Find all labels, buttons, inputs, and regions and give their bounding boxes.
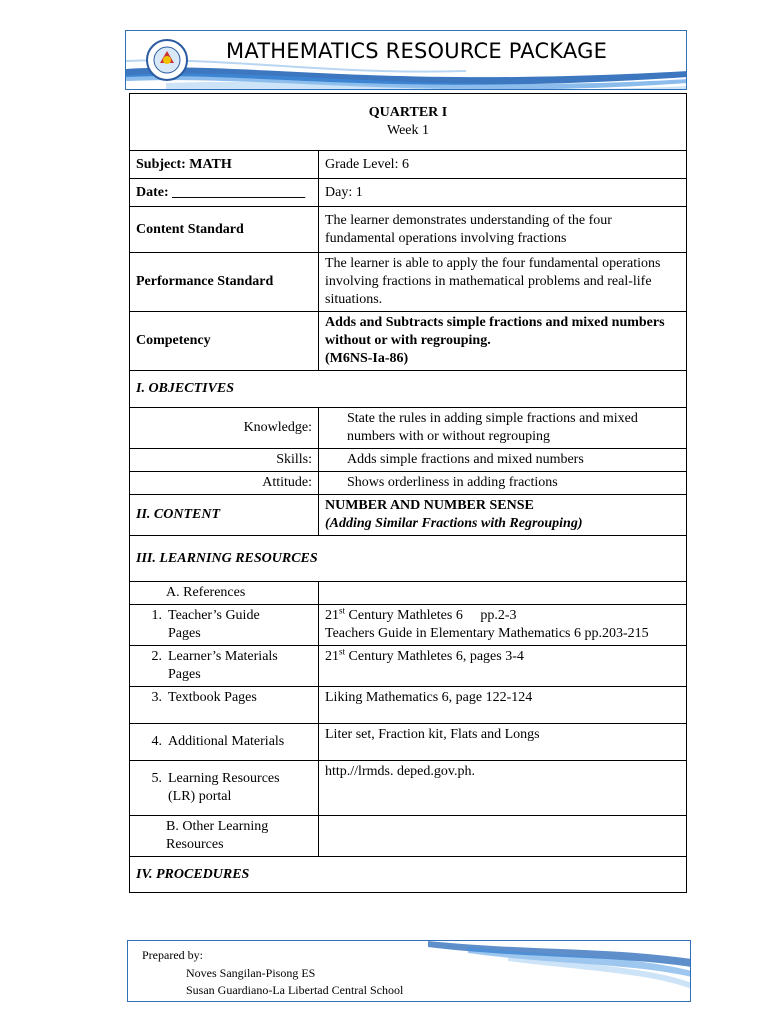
references-value: [319, 582, 687, 605]
lesson-plan-table: [129, 93, 687, 893]
objective-attitude-text: Shows orderliness in adding fractions: [319, 472, 687, 495]
resource-row-4-value: Liter set, Fraction kit, Flats and Longs: [319, 724, 687, 761]
resource-label: Learner’s Materials Pages: [168, 649, 278, 682]
content-subtitle: (Adding Similar Fractions with Regrouping): [325, 516, 583, 531]
other-resources-value: [319, 816, 687, 857]
resource-row-5-label: [130, 761, 319, 816]
objective-knowledge-text: State the rules in adding simple fractions and mixed numbers with or without regrouping: [319, 408, 687, 449]
resource-num: 3.: [151, 690, 162, 705]
resource-value-sup: st: [339, 605, 346, 616]
competency-cell: [319, 312, 687, 371]
resource-row-5-value: http.//lrmds. deped.gov.ph.: [319, 761, 687, 816]
resource-value-pre: 21: [325, 649, 339, 664]
resource-value-post: Century Mathletes 6, pages 3-4: [345, 649, 524, 664]
resource-num: 4.: [151, 734, 162, 749]
content-standard-label: Content Standard: [130, 207, 319, 253]
resource-label: Learning Resources (LR) portal: [168, 771, 280, 804]
content-cell: [319, 495, 687, 536]
objective-attitude-label: Attitude:: [130, 472, 319, 495]
resource-row-2-value: [319, 646, 687, 687]
quarter-label: QUARTER I: [368, 105, 448, 120]
performance-standard-label: Performance Standard: [130, 253, 319, 312]
author-line-1: Noves Sangilan-Pisong ES: [186, 966, 316, 980]
quarter-cell: [130, 94, 687, 151]
resource-value-post: Century Mathletes 6 pp.2-3: [345, 608, 517, 623]
resources-heading: III. LEARNING RESOURCES: [130, 536, 687, 582]
page-title: MATHEMATICS RESOURCE PACKAGE: [226, 39, 608, 63]
objective-skills-text: Adds simple fractions and mixed numbers: [319, 449, 687, 472]
objective-knowledge-label: Knowledge:: [130, 408, 319, 449]
content-standard-text: The learner demonstrates understanding of the four fundamental operations involving fractions: [319, 207, 687, 253]
resource-value-pre: 21: [325, 608, 339, 623]
resource-row-4-label: [130, 724, 319, 761]
resource-row-3-value: Liking Mathematics 6, page 122-124: [319, 687, 687, 724]
resource-value-sup: st: [339, 646, 346, 657]
prepared-by-label: Prepared by:: [142, 948, 203, 962]
other-resources-label: B. Other Learning Resources: [130, 816, 319, 857]
competency-label: Competency: [130, 312, 319, 371]
competency-code: (M6NS-Ia-86): [325, 351, 409, 366]
week-label: Week 1: [386, 123, 430, 138]
subject-cell: Subject: MATH: [130, 151, 319, 179]
content-title: NUMBER AND NUMBER SENSE: [325, 498, 534, 513]
resource-row-2-label: [130, 646, 319, 687]
author-line-2: Susan Guardiano-La Libertad Central School: [186, 983, 404, 997]
procedures-heading: IV. PROCEDURES: [130, 857, 687, 893]
grade-cell: Grade Level: 6: [319, 151, 687, 179]
resource-num: 5.: [151, 771, 162, 786]
resource-label: Textbook Pages: [168, 690, 257, 705]
footer-box: [127, 940, 691, 1002]
references-label: A. References: [130, 582, 319, 605]
objective-skills-label: Skills:: [130, 449, 319, 472]
objectives-heading: I. OBJECTIVES: [130, 371, 687, 408]
content-heading: II. CONTENT: [130, 495, 319, 536]
performance-standard-text: The learner is able to apply the four fundamental operations involving fractions in mathematical problems and real-life situations.: [319, 253, 687, 312]
header-banner: [125, 30, 687, 90]
resource-value-line2: Teachers Guide in Elementary Mathematics 6 pp.203-215: [325, 626, 649, 641]
resource-label: Additional Materials: [168, 734, 285, 749]
day-cell: Day: 1: [319, 179, 687, 207]
date-cell: Date: ___________________: [130, 179, 319, 207]
resource-label: Teacher’s Guide Pages: [168, 608, 260, 641]
resource-row-1-value: [319, 605, 687, 646]
resource-row-1-label: [130, 605, 319, 646]
resource-row-3-label: [130, 687, 319, 724]
deped-seal-icon: [146, 39, 188, 81]
resource-num: 1.: [151, 608, 162, 623]
resource-num: 2.: [151, 649, 162, 664]
competency-text: Adds and Subtracts simple fractions and mixed numbers without or with regrouping.: [325, 315, 665, 348]
